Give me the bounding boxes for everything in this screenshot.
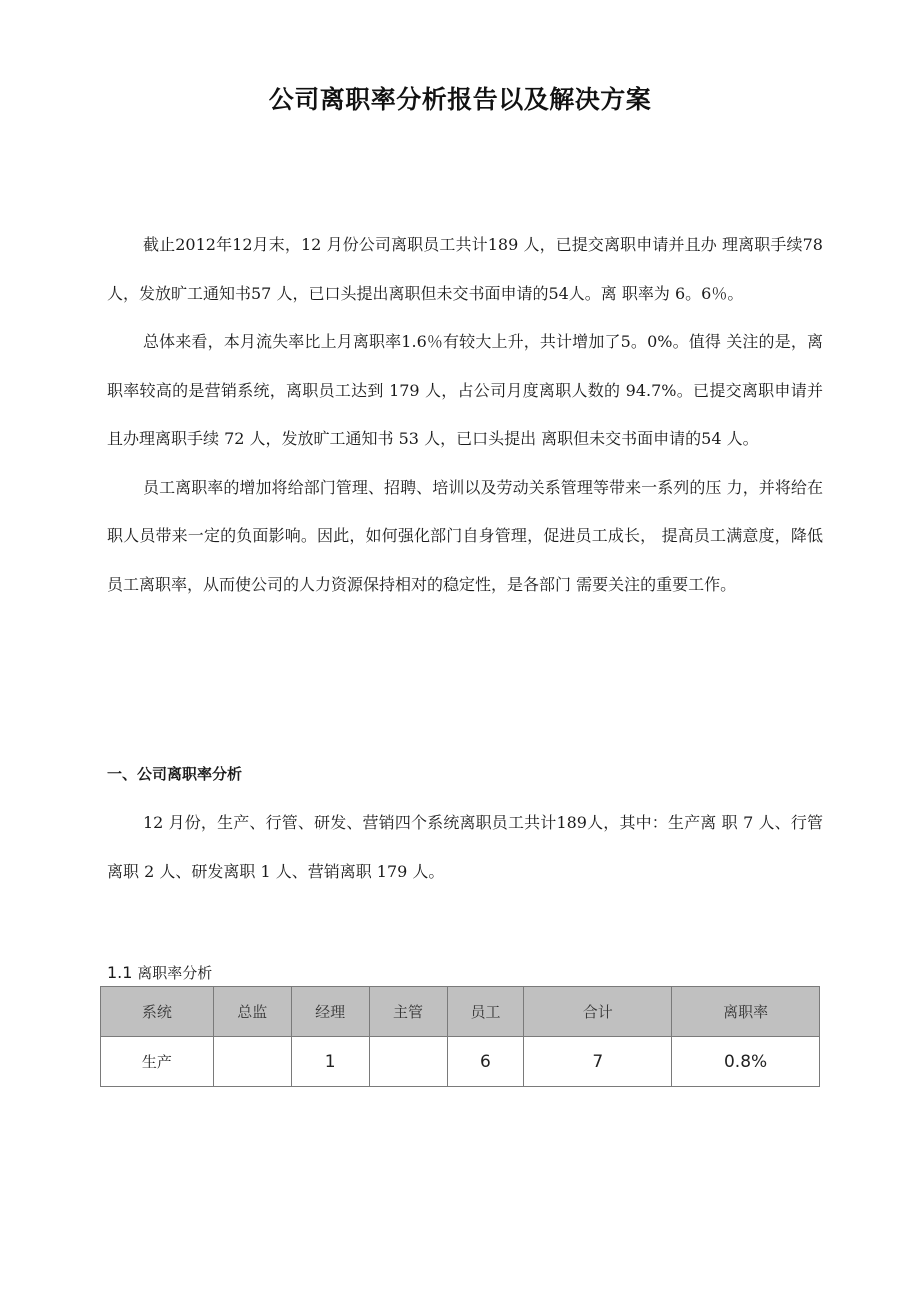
- cell-system: 生产: [101, 1037, 214, 1087]
- cell-manager: 1: [291, 1037, 369, 1087]
- header-manager: 经理: [291, 987, 369, 1037]
- header-total: 合计: [524, 987, 672, 1037]
- turnover-rate-table: [100, 986, 820, 1087]
- paragraph-system-breakdown: 12 月份，生产、行管、研发、营销四个系统离职员工共计189人，其中：生产离 职 7 人、行管离职 2 人、研发离职 1 人、营销离职 179 人。: [107, 813, 823, 881]
- document-title: 公司离职率分析报告以及解决方案: [268, 85, 652, 114]
- table-caption-text: 离职率分析: [137, 964, 213, 982]
- cell-supervisor: [369, 1037, 447, 1087]
- paragraph-trend: 总体来看，本月流失率比上月离职率1.6％有较大上升，共计增加了5。0%。值得 关注的是，离职率较高的是营销系统，离职员工达到 179 人，占公司月度离职人数的 94.7%。已提交离职申请并且办理离职手续 72 人，发放旷工通知书 53 人，已口头提出 离职但未交书面申请的54 人。: [107, 332, 823, 448]
- table-row: [101, 1037, 820, 1087]
- section-1-body: [107, 799, 823, 896]
- cell-director: [213, 1037, 291, 1087]
- table-caption-number: 1.1: [107, 963, 133, 982]
- header-director: 总监: [213, 987, 291, 1037]
- paragraph-summary: 截止2012年12月末，12 月份公司离职员工共计189 人，已提交离职申请并且办 理离职手续78人，发放旷工通知书57 人，已口头提出离职但未交书面申请的54人。离 职率为 6。6％。: [107, 235, 823, 303]
- intro-section: [107, 221, 823, 609]
- header-supervisor: 主管: [369, 987, 447, 1037]
- header-staff: 员工: [447, 987, 524, 1037]
- table-header-row: [101, 987, 820, 1037]
- section-heading-turnover-analysis: 一、公司离职率分析: [107, 765, 243, 783]
- table-caption: [107, 962, 212, 983]
- cell-turnover-rate: 0.8%: [672, 1037, 820, 1087]
- cell-total: 7: [524, 1037, 672, 1087]
- cell-staff: 6: [447, 1037, 524, 1087]
- paragraph-impact: 员工离职率的增加将给部门管理、招聘、培训以及劳动关系管理等带来一系列的压 力，并将给在职人员带来一定的负面影响。因此，如何强化部门自身管理，促进员工成长， 提高员工满意度，降低员工离职率，从而使公司的人力资源保持相对的稳定性，是各部门 需要关注的重要工作。: [107, 477, 823, 594]
- header-turnover-rate: 离职率: [672, 987, 820, 1037]
- header-system: 系统: [101, 987, 214, 1037]
